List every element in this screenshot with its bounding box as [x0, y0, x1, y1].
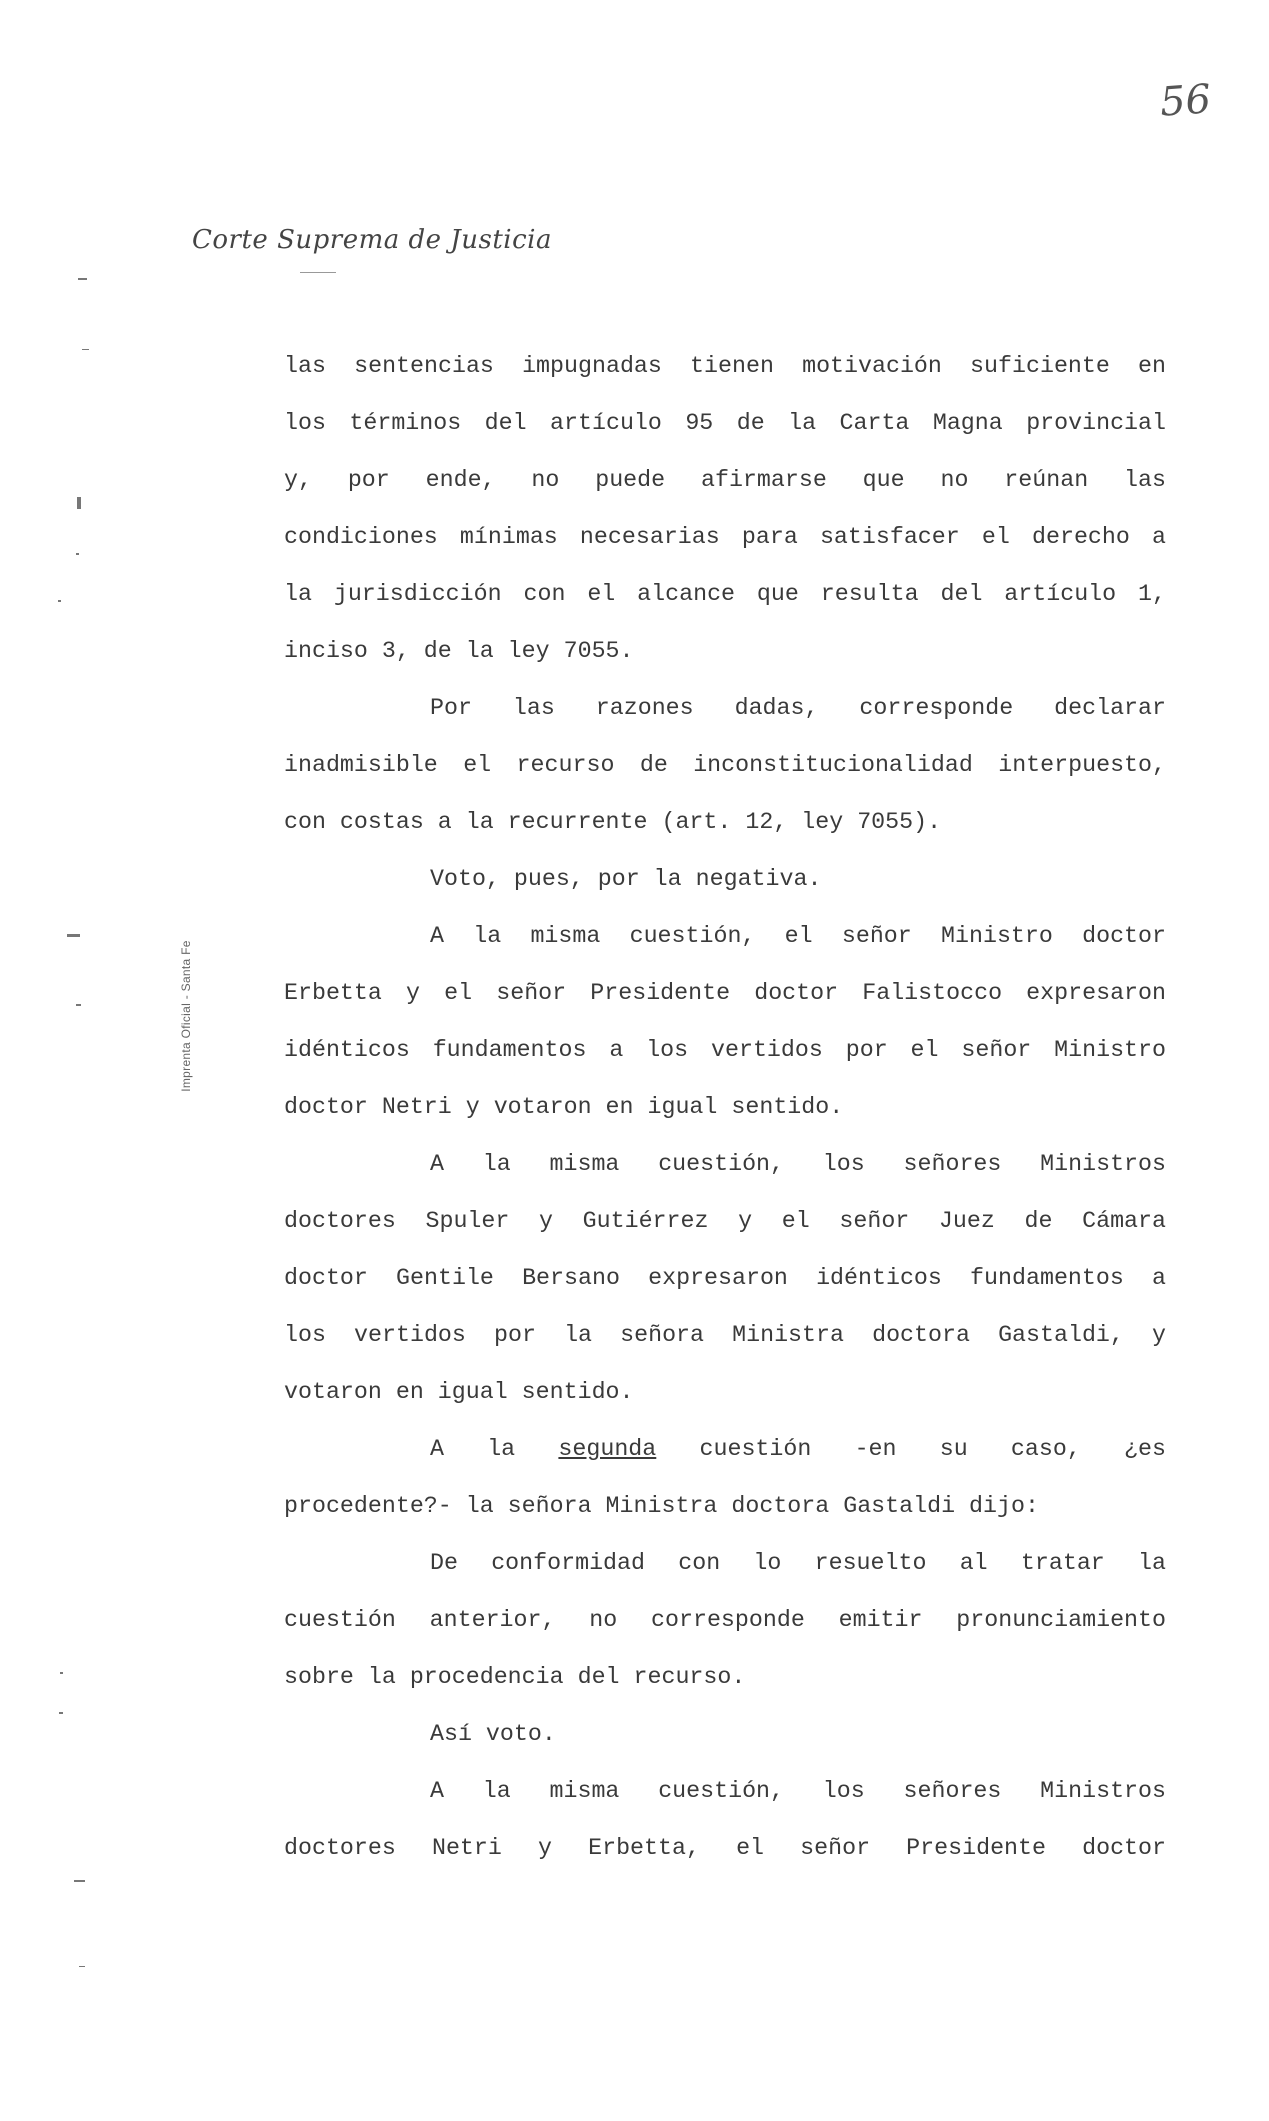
letterhead-rule — [300, 272, 336, 273]
text-line: condiciones mínimas necesarias para satisfacer el derecho a — [284, 524, 1166, 550]
text-line: doctores Spuler y Gutiérrez y el señor Juez de Cámara — [284, 1208, 1166, 1234]
text-line: A la misma cuestión, los señores Ministros — [430, 1151, 1166, 1177]
margin-mark — [74, 1880, 85, 1882]
margin-mark — [76, 553, 79, 555]
text-line: inadmisible el recurso de inconstitucionalidad interpuesto, — [284, 752, 1166, 778]
margin-mark — [67, 934, 80, 937]
text-line: Así voto. — [430, 1721, 556, 1747]
underlined-word: segunda — [558, 1436, 657, 1462]
text-line — [284, 1421, 1166, 1478]
text-line: sobre la procedencia del recurso. — [284, 1664, 746, 1690]
letterhead: Corte Suprema de Justicia — [192, 225, 552, 255]
margin-mark — [78, 278, 87, 280]
margin-mark — [59, 1712, 63, 1714]
text-line: Erbetta y el señor Presidente doctor Falistocco expresaron — [284, 980, 1166, 1006]
margin-mark — [76, 1004, 81, 1006]
text-line: idénticos fundamentos a los vertidos por el señor Ministro — [284, 1037, 1166, 1063]
text-line: De conformidad con lo resuelto al tratar la — [430, 1550, 1166, 1576]
text-line: las sentencias impugnadas tienen motivación suficiente en — [284, 353, 1166, 379]
text-line: y, por ende, no puede afirmarse que no reúnan las — [284, 467, 1166, 493]
text-line: procedente?- la señora Ministra doctora Gastaldi dijo: — [284, 1493, 1039, 1519]
text-line: la jurisdicción con el alcance que resulta del artículo 1, — [284, 581, 1166, 607]
printer-imprint: Imprenta Oficial - Santa Fe — [179, 940, 193, 1092]
margin-mark — [82, 349, 89, 350]
text-line: A la misma cuestión, el señor Ministro doctor — [430, 923, 1166, 949]
document-body — [284, 338, 1166, 1877]
text-line: Por las razones dadas, corresponde declarar — [430, 695, 1166, 721]
text-line: doctor Netri y votaron en igual sentido. — [284, 1094, 844, 1120]
text-line: doctor Gentile Bersano expresaron idénticos fundamentos a — [284, 1265, 1166, 1291]
margin-mark — [77, 497, 81, 509]
margin-mark — [79, 1966, 85, 1967]
text-line: con costas a la recurrente (art. 12, ley 7055). — [284, 809, 942, 835]
text-line: los vertidos por la señora Ministra doctora Gastaldi, y — [284, 1322, 1166, 1348]
margin-mark — [58, 600, 61, 602]
text-line: votaron en igual sentido. — [284, 1379, 634, 1405]
text-line: inciso 3, de la ley 7055. — [284, 638, 634, 664]
margin-mark — [60, 1672, 63, 1674]
text-segment: A la — [430, 1436, 559, 1462]
text-line: cuestión anterior, no corresponde emitir pronunciamiento — [284, 1607, 1166, 1633]
text-line: A la misma cuestión, los señores Ministros — [430, 1778, 1166, 1804]
text-line: Voto, pues, por la negativa. — [430, 866, 822, 892]
text-line: los términos del artículo 95 de la Carta Magna provincial — [284, 410, 1166, 436]
text-segment: cuestión -en su caso, ¿es — [656, 1436, 1166, 1462]
text-line: doctores Netri y Erbetta, el señor Presidente doctor — [284, 1835, 1166, 1861]
page-number: 56 — [1158, 76, 1213, 126]
